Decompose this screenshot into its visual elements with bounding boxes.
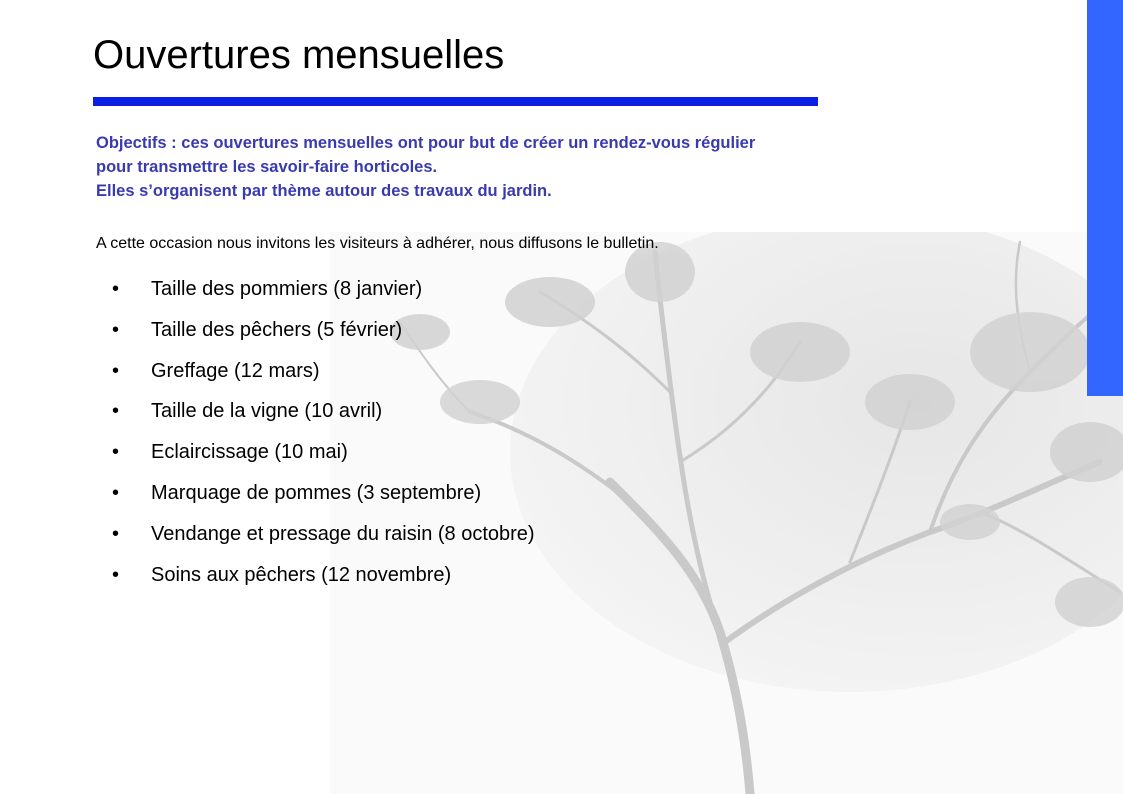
bullet-icon: • bbox=[112, 481, 120, 504]
event-label: Soins aux pêchers (12 novembre) bbox=[151, 563, 452, 586]
bullet-icon: • bbox=[112, 563, 120, 586]
list-item bbox=[112, 277, 535, 318]
event-label: Eclaircissage (10 mai) bbox=[151, 441, 348, 464]
objectives-line: Elles s’organisent par thème autour des travaux du jardin. bbox=[96, 182, 552, 200]
accent-side-bar bbox=[1087, 0, 1123, 396]
list-item bbox=[112, 318, 535, 359]
event-label: Taille des pêchers (5 février) bbox=[151, 318, 403, 341]
list-item bbox=[112, 481, 535, 522]
event-label: Taille de la vigne (10 avril) bbox=[151, 400, 383, 423]
bullet-icon: • bbox=[112, 318, 120, 341]
bullet-icon: • bbox=[112, 400, 120, 423]
events-list bbox=[112, 277, 535, 603]
list-item bbox=[112, 399, 535, 440]
event-label: Greffage (12 mars) bbox=[151, 359, 320, 382]
list-item bbox=[112, 359, 535, 400]
invite-text: A cette occasion nous invitons les visiteurs à adhérer, nous diffusons le bulletin. bbox=[96, 235, 659, 252]
objectives-line: pour transmettre les savoir-faire horticoles. bbox=[96, 158, 438, 176]
bullet-icon: • bbox=[112, 278, 120, 300]
slide-title: Ouvertures mensuelles bbox=[93, 33, 505, 77]
event-label: Marquage de pommes (3 septembre) bbox=[151, 481, 482, 504]
objectives-text bbox=[96, 131, 996, 203]
list-item bbox=[112, 522, 535, 563]
list-item bbox=[112, 440, 535, 481]
bullet-icon: • bbox=[112, 359, 120, 382]
list-item bbox=[112, 563, 535, 604]
objectives-line: Objectifs : ces ouvertures mensuelles ont pour but de créer un rendez-vous régulier bbox=[96, 134, 756, 152]
bullet-icon: • bbox=[112, 441, 120, 464]
event-label: Vendange et pressage du raisin (8 octobre) bbox=[151, 522, 535, 545]
title-underline bbox=[93, 97, 818, 106]
bullet-icon: • bbox=[112, 522, 120, 545]
event-label: Taille des pommiers (8 janvier) bbox=[151, 278, 423, 300]
